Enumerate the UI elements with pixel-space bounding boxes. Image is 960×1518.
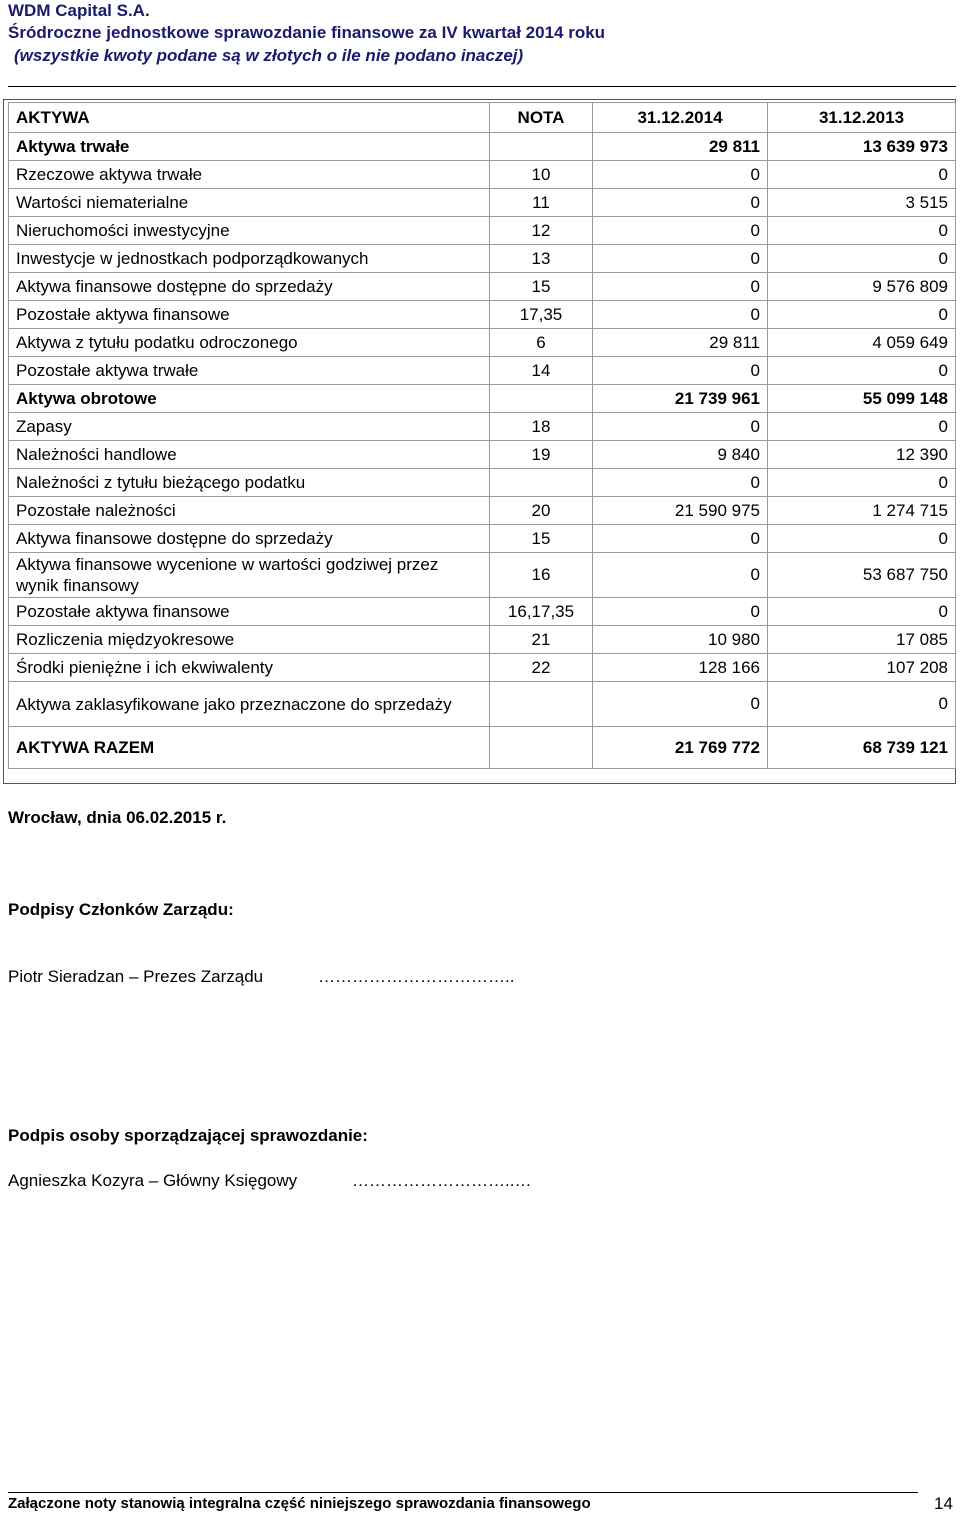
- row-value-2014: 29 811: [593, 329, 768, 357]
- column-header-2014: 31.12.2014: [593, 103, 768, 133]
- table-row: [9, 553, 956, 598]
- table-row: [9, 273, 956, 301]
- row-value-2014: 128 166: [593, 654, 768, 682]
- report-title: Śródroczne jednostkowe sprawozdanie finansowe za IV kwartał 2014 roku: [8, 23, 606, 42]
- table-row: [9, 329, 956, 357]
- row-value-2013: 17 085: [768, 626, 956, 654]
- table-row: [9, 133, 956, 161]
- table-row: [9, 245, 956, 273]
- row-value-2013: 107 208: [768, 654, 956, 682]
- row-label: Pozostałe aktywa finansowe: [9, 301, 490, 329]
- row-value-2014: 0: [593, 413, 768, 441]
- row-label: Wartości niematerialne: [9, 189, 490, 217]
- row-value-2013: 1 274 715: [768, 497, 956, 525]
- table-row: [9, 626, 956, 654]
- place-date: Wrocław, dnia 06.02.2015 r.: [8, 808, 227, 827]
- row-value-2013: 0: [768, 682, 956, 727]
- company-name: WDM Capital S.A.: [8, 1, 150, 20]
- row-label: Rzeczowe aktywa trwałe: [9, 161, 490, 189]
- column-header-aktywa: AKTYWA: [9, 103, 490, 133]
- row-value-2013: 55 099 148: [768, 385, 956, 413]
- table-row: [9, 217, 956, 245]
- row-value-2014: 9 840: [593, 441, 768, 469]
- page-number: 14: [934, 1494, 953, 1513]
- table-row: [9, 598, 956, 626]
- row-note: 15: [490, 525, 593, 553]
- row-note: 12: [490, 217, 593, 245]
- row-note: 15: [490, 273, 593, 301]
- row-value-2014: 0: [593, 682, 768, 727]
- board-signatory: Piotr Sieradzan – Prezes Zarządu: [8, 967, 264, 986]
- row-value-2014: 29 811: [593, 133, 768, 161]
- board-signature-line: ……………………………..: [318, 967, 515, 986]
- row-value-2013: 0: [768, 301, 956, 329]
- table-row: [9, 654, 956, 682]
- row-label: Nieruchomości inwestycyjne: [9, 217, 490, 245]
- row-note: 17,35: [490, 301, 593, 329]
- table-row: [9, 413, 956, 441]
- row-value-2014: 0: [593, 217, 768, 245]
- table-row: [9, 469, 956, 497]
- header-divider: [8, 86, 956, 87]
- row-note: 21: [490, 626, 593, 654]
- row-note: 10: [490, 161, 593, 189]
- preparer-signature-heading: Podpis osoby sporządzającej sprawozdanie:: [8, 1126, 368, 1145]
- table-row: [9, 357, 956, 385]
- footer-divider: [8, 1492, 918, 1493]
- row-note: [490, 385, 593, 413]
- row-value-2013: 0: [768, 245, 956, 273]
- table-row: [9, 161, 956, 189]
- row-value-2014: 21 739 961: [593, 385, 768, 413]
- row-value-2013: 12 390: [768, 441, 956, 469]
- row-note: 18: [490, 413, 593, 441]
- row-value-2014: 0: [593, 598, 768, 626]
- row-note: 14: [490, 357, 593, 385]
- column-header-2013: 31.12.2013: [768, 103, 956, 133]
- row-value-2013: 0: [768, 598, 956, 626]
- row-value-2013: 0: [768, 161, 956, 189]
- row-note: 22: [490, 654, 593, 682]
- row-note: 19: [490, 441, 593, 469]
- row-value-2013: 0: [768, 357, 956, 385]
- table-row: [9, 385, 956, 413]
- row-label: AKTYWA RAZEM: [9, 727, 490, 769]
- footer-note: Załączone noty stanowią integralna część niniejszego sprawozdania finansowego: [8, 1495, 591, 1512]
- row-label: Pozostałe aktywa trwałe: [9, 357, 490, 385]
- row-label: Rozliczenia międzyokresowe: [9, 626, 490, 654]
- board-signatures-heading: Podpisy Członków Zarządu:: [8, 900, 234, 919]
- row-label: Pozostałe aktywa finansowe: [9, 598, 490, 626]
- row-value-2014: 0: [593, 245, 768, 273]
- table-row: [9, 441, 956, 469]
- row-value-2013: 9 576 809: [768, 273, 956, 301]
- row-note: 13: [490, 245, 593, 273]
- row-label: Aktywa obrotowe: [9, 385, 490, 413]
- table-header-row: [9, 103, 956, 133]
- table-row: [9, 525, 956, 553]
- row-label: Aktywa z tytułu podatku odroczonego: [9, 329, 490, 357]
- row-value-2014: 10 980: [593, 626, 768, 654]
- row-label: Aktywa finansowe wycenione w wartości godziwej przez wynik finansowy: [9, 553, 490, 598]
- report-subtitle: (wszystkie kwoty podane są w złotych o ile nie podano inaczej): [14, 46, 524, 65]
- preparer-signature-line: ………………………..…: [352, 1171, 532, 1190]
- row-value-2014: 0: [593, 357, 768, 385]
- row-value-2013: 0: [768, 217, 956, 245]
- row-value-2014: 0: [593, 469, 768, 497]
- row-note: 11: [490, 189, 593, 217]
- table-row: [9, 682, 956, 727]
- row-label: Pozostałe należności: [9, 497, 490, 525]
- row-value-2014: 0: [593, 189, 768, 217]
- row-value-2014: 0: [593, 525, 768, 553]
- preparer-signatory: Agnieszka Kozyra – Główny Księgowy: [8, 1171, 298, 1190]
- row-value-2014: 21 769 772: [593, 727, 768, 769]
- row-value-2013: 53 687 750: [768, 553, 956, 598]
- row-label: Aktywa finansowe dostępne do sprzedaży: [9, 525, 490, 553]
- row-value-2013: 4 059 649: [768, 329, 956, 357]
- row-label: Zapasy: [9, 413, 490, 441]
- row-label: Aktywa trwałe: [9, 133, 490, 161]
- row-value-2013: 0: [768, 413, 956, 441]
- row-label: Środki pieniężne i ich ekwiwalenty: [9, 654, 490, 682]
- row-note: [490, 727, 593, 769]
- row-label: Należności handlowe: [9, 441, 490, 469]
- row-label: Inwestycje w jednostkach podporządkowanych: [9, 245, 490, 273]
- row-note: 6: [490, 329, 593, 357]
- row-value-2013: 0: [768, 469, 956, 497]
- table-row: [9, 189, 956, 217]
- row-label: Należności z tytułu bieżącego podatku: [9, 469, 490, 497]
- assets-table: [8, 102, 956, 769]
- row-value-2014: 0: [593, 161, 768, 189]
- table-row: [9, 301, 956, 329]
- row-value-2014: 0: [593, 301, 768, 329]
- row-value-2013: 68 739 121: [768, 727, 956, 769]
- row-label: Aktywa zaklasyfikowane jako przeznaczone do sprzedaży: [9, 682, 490, 727]
- row-note: [490, 469, 593, 497]
- row-value-2013: 13 639 973: [768, 133, 956, 161]
- row-note: [490, 682, 593, 727]
- row-note: 16,17,35: [490, 598, 593, 626]
- row-value-2014: 0: [593, 273, 768, 301]
- row-note: [490, 133, 593, 161]
- table-total-row: [9, 727, 956, 769]
- row-value-2014: 0: [593, 553, 768, 598]
- table-row: [9, 497, 956, 525]
- row-note: 16: [490, 553, 593, 598]
- row-value-2014: 21 590 975: [593, 497, 768, 525]
- row-label: Aktywa finansowe dostępne do sprzedaży: [9, 273, 490, 301]
- row-value-2013: 0: [768, 525, 956, 553]
- column-header-nota: NOTA: [490, 103, 593, 133]
- row-note: 20: [490, 497, 593, 525]
- row-value-2013: 3 515: [768, 189, 956, 217]
